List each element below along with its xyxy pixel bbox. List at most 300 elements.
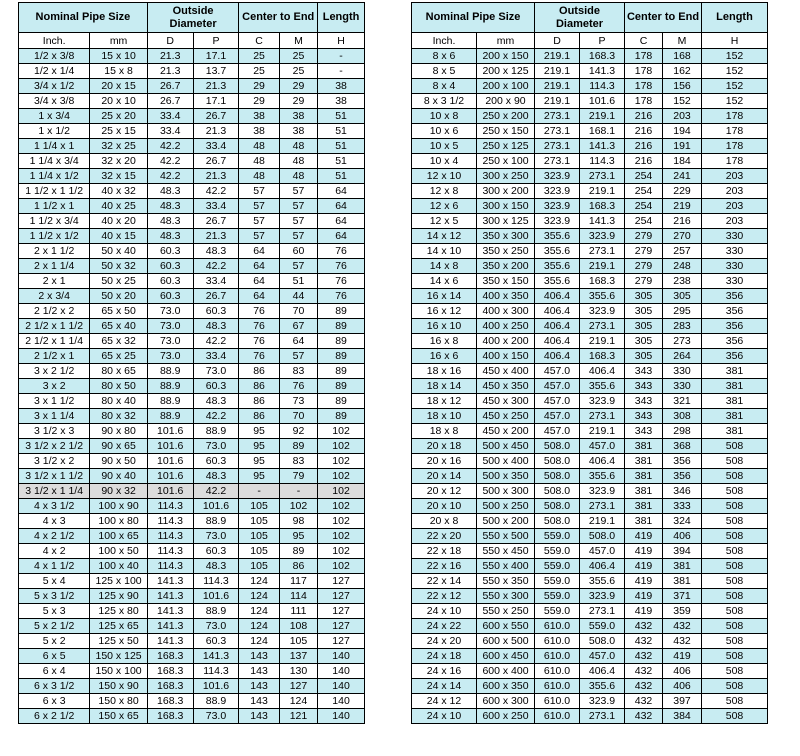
od-d-cell: 141.3	[147, 619, 193, 634]
center-m-cell: 406	[663, 664, 702, 679]
center-m-cell: 29	[279, 79, 317, 94]
inch-cell: 1 x 1/2	[19, 124, 90, 139]
center-m-cell: 29	[279, 94, 317, 109]
inch-cell: 1 1/2 x 3/4	[19, 214, 90, 229]
center-c-cell: 419	[625, 559, 663, 574]
subheader-c: C	[239, 33, 279, 49]
od-p-cell: 219.1	[580, 424, 625, 439]
center-m-cell: 368	[663, 439, 702, 454]
od-p-cell: 21.3	[193, 79, 239, 94]
od-d-cell: 457.0	[535, 394, 580, 409]
inch-cell: 20 x 10	[412, 499, 477, 514]
table-row	[412, 634, 768, 649]
od-d-cell: 355.6	[535, 229, 580, 244]
table-row	[412, 94, 768, 109]
od-p-cell: 73.0	[193, 364, 239, 379]
od-p-cell: 73.0	[193, 619, 239, 634]
center-m-cell: 64	[279, 334, 317, 349]
center-c-cell: 178	[625, 49, 663, 64]
od-d-cell: 88.9	[147, 364, 193, 379]
center-m-cell: 330	[663, 379, 702, 394]
center-m-cell: 406	[663, 529, 702, 544]
center-m-cell: 194	[663, 124, 702, 139]
center-m-cell: 324	[663, 514, 702, 529]
inch-cell: 16 x 8	[412, 334, 477, 349]
od-d-cell: 559.0	[535, 559, 580, 574]
table-row	[412, 664, 768, 679]
table-row	[19, 334, 365, 349]
table-row	[412, 394, 768, 409]
center-c-cell: 124	[239, 589, 279, 604]
center-m-cell: 111	[279, 604, 317, 619]
table-row	[412, 169, 768, 184]
center-c-cell: 254	[625, 199, 663, 214]
table-row	[19, 499, 365, 514]
od-d-cell: 610.0	[535, 709, 580, 724]
center-m-cell: 57	[279, 259, 317, 274]
table-row	[412, 469, 768, 484]
table-row	[19, 349, 365, 364]
length-h-cell: 102	[318, 514, 365, 529]
table-row	[19, 214, 365, 229]
od-d-cell: 168.3	[147, 679, 193, 694]
mm-cell: 350 x 150	[477, 274, 535, 289]
od-d-cell: 114.3	[147, 514, 193, 529]
center-m-cell: 295	[663, 304, 702, 319]
center-c-cell: 57	[239, 229, 279, 244]
od-p-cell: 457.0	[580, 649, 625, 664]
center-m-cell: 38	[279, 124, 317, 139]
od-d-cell: 457.0	[535, 364, 580, 379]
length-h-cell: 102	[318, 424, 365, 439]
od-p-cell: 273.1	[580, 709, 625, 724]
inch-cell: 2 x 1	[19, 274, 90, 289]
length-h-cell: 51	[318, 124, 365, 139]
table-row	[412, 679, 768, 694]
od-d-cell: 33.4	[147, 109, 193, 124]
mm-cell: 350 x 200	[477, 259, 535, 274]
mm-cell: 65 x 25	[90, 349, 147, 364]
od-d-cell: 114.3	[147, 529, 193, 544]
mm-cell: 250 x 150	[477, 124, 535, 139]
center-c-cell: 86	[239, 394, 279, 409]
inch-cell: 1 x 3/4	[19, 109, 90, 124]
table-row	[412, 64, 768, 79]
inch-cell: 18 x 8	[412, 424, 477, 439]
od-p-cell: 114.3	[193, 664, 239, 679]
center-c-cell: 64	[239, 259, 279, 274]
center-m-cell: 203	[663, 109, 702, 124]
mm-cell: 100 x 40	[90, 559, 147, 574]
center-m-cell: 121	[279, 709, 317, 724]
od-p-cell: 73.0	[193, 709, 239, 724]
center-m-cell: 38	[279, 109, 317, 124]
table-row	[412, 529, 768, 544]
inch-cell: 16 x 14	[412, 289, 477, 304]
od-d-cell: 26.7	[147, 79, 193, 94]
od-d-cell: 273.1	[535, 154, 580, 169]
mm-cell: 600 x 300	[477, 694, 535, 709]
inch-cell: 12 x 8	[412, 184, 477, 199]
inch-cell: 6 x 5	[19, 649, 90, 664]
length-h-cell: 64	[318, 184, 365, 199]
center-m-cell: 238	[663, 274, 702, 289]
od-d-cell: 406.4	[535, 319, 580, 334]
od-p-cell: 219.1	[580, 109, 625, 124]
center-m-cell: 76	[279, 379, 317, 394]
od-p-cell: 73.0	[193, 529, 239, 544]
subheader-inch: Inch.	[412, 33, 477, 49]
inch-cell: 20 x 16	[412, 454, 477, 469]
center-c-cell: 305	[625, 349, 663, 364]
mm-cell: 600 x 550	[477, 619, 535, 634]
center-m-cell: 44	[279, 289, 317, 304]
length-h-cell: 140	[318, 679, 365, 694]
od-p-cell: 219.1	[580, 334, 625, 349]
center-m-cell: 270	[663, 229, 702, 244]
center-c-cell: 432	[625, 619, 663, 634]
center-m-cell: 229	[663, 184, 702, 199]
center-c-cell: 29	[239, 94, 279, 109]
od-p-cell: 33.4	[193, 199, 239, 214]
table-row	[412, 349, 768, 364]
mm-cell: 550 x 450	[477, 544, 535, 559]
mm-cell: 50 x 20	[90, 289, 147, 304]
od-p-cell: 406.4	[580, 559, 625, 574]
inch-cell: 14 x 6	[412, 274, 477, 289]
od-d-cell: 48.3	[147, 184, 193, 199]
mm-cell: 40 x 32	[90, 184, 147, 199]
center-c-cell: 124	[239, 604, 279, 619]
center-m-cell: 98	[279, 514, 317, 529]
od-d-cell: 406.4	[535, 349, 580, 364]
center-c-cell: 343	[625, 379, 663, 394]
mm-cell: 125 x 50	[90, 634, 147, 649]
length-h-cell: 178	[702, 154, 768, 169]
length-header: Length	[702, 3, 768, 33]
inch-cell: 22 x 18	[412, 544, 477, 559]
mm-cell: 550 x 400	[477, 559, 535, 574]
subheader-mm: mm	[477, 33, 535, 49]
mm-cell: 500 x 400	[477, 454, 535, 469]
length-h-cell: 152	[702, 94, 768, 109]
od-p-cell: 48.3	[193, 394, 239, 409]
od-d-cell: 60.3	[147, 289, 193, 304]
inch-cell: 22 x 16	[412, 559, 477, 574]
table-row	[19, 574, 365, 589]
center-c-cell: 143	[239, 679, 279, 694]
length-h-cell: 89	[318, 334, 365, 349]
center-c-cell: 419	[625, 574, 663, 589]
table-row	[19, 679, 365, 694]
center-m-cell: 124	[279, 694, 317, 709]
od-d-cell: 60.3	[147, 244, 193, 259]
mm-cell: 250 x 200	[477, 109, 535, 124]
od-p-cell: 273.1	[580, 319, 625, 334]
length-h-cell: 102	[318, 499, 365, 514]
mm-cell: 50 x 25	[90, 274, 147, 289]
length-h-cell: 102	[318, 454, 365, 469]
od-p-cell: 73.0	[193, 439, 239, 454]
od-p-cell: 26.7	[193, 154, 239, 169]
center-m-cell: 89	[279, 439, 317, 454]
center-c-cell: 25	[239, 64, 279, 79]
center-c-cell: -	[239, 484, 279, 499]
mm-cell: 20 x 15	[90, 79, 147, 94]
center-c-cell: 105	[239, 529, 279, 544]
inch-cell: 3/4 x 1/2	[19, 79, 90, 94]
mm-cell: 600 x 450	[477, 649, 535, 664]
center-c-cell: 432	[625, 679, 663, 694]
length-h-cell: 102	[318, 529, 365, 544]
center-m-cell: 86	[279, 559, 317, 574]
inch-cell: 1 1/2 x 1	[19, 199, 90, 214]
center-m-cell: 359	[663, 604, 702, 619]
mm-cell: 400 x 200	[477, 334, 535, 349]
od-d-cell: 114.3	[147, 499, 193, 514]
center-m-cell: 48	[279, 169, 317, 184]
od-d-cell: 323.9	[535, 214, 580, 229]
length-h-cell: 152	[702, 64, 768, 79]
center-c-cell: 76	[239, 319, 279, 334]
od-p-cell: 457.0	[580, 439, 625, 454]
center-m-cell: 356	[663, 454, 702, 469]
mm-cell: 15 x 10	[90, 49, 147, 64]
od-p-cell: 323.9	[580, 304, 625, 319]
center-c-cell: 64	[239, 274, 279, 289]
od-d-cell: 559.0	[535, 574, 580, 589]
length-h-cell: 140	[318, 664, 365, 679]
od-p-cell: 323.9	[580, 589, 625, 604]
inch-cell: 14 x 12	[412, 229, 477, 244]
od-d-cell: 457.0	[535, 409, 580, 424]
center-m-cell: 95	[279, 529, 317, 544]
length-h-cell: 127	[318, 604, 365, 619]
mm-cell: 250 x 125	[477, 139, 535, 154]
od-p-cell: 273.1	[580, 169, 625, 184]
od-d-cell: 60.3	[147, 259, 193, 274]
length-h-cell: 76	[318, 274, 365, 289]
center-c-cell: 76	[239, 349, 279, 364]
inch-cell: 22 x 12	[412, 589, 477, 604]
table-row	[412, 49, 768, 64]
od-p-cell: 559.0	[580, 619, 625, 634]
od-d-cell: 457.0	[535, 424, 580, 439]
od-p-cell: 406.4	[580, 364, 625, 379]
table-row	[19, 169, 365, 184]
inch-cell: 14 x 8	[412, 259, 477, 274]
length-h-cell: 102	[318, 484, 365, 499]
center-m-cell: 137	[279, 649, 317, 664]
od-p-cell: 508.0	[580, 634, 625, 649]
od-d-cell: 273.1	[535, 139, 580, 154]
inch-cell: 2 x 3/4	[19, 289, 90, 304]
inch-cell: 1/2 x 3/8	[19, 49, 90, 64]
subheader-p: P	[193, 33, 239, 49]
table-row	[412, 364, 768, 379]
od-d-cell: 33.4	[147, 124, 193, 139]
length-h-cell: 152	[702, 79, 768, 94]
mm-cell: 450 x 250	[477, 409, 535, 424]
length-h-cell: 330	[702, 244, 768, 259]
inch-cell: 3 1/2 x 2 1/2	[19, 439, 90, 454]
od-p-cell: 114.3	[580, 154, 625, 169]
center-c-cell: 419	[625, 544, 663, 559]
length-h-cell: 330	[702, 274, 768, 289]
inch-cell: 4 x 3	[19, 514, 90, 529]
center-m-cell: 381	[663, 574, 702, 589]
od-p-cell: 168.3	[580, 274, 625, 289]
od-p-cell: 355.6	[580, 379, 625, 394]
od-p-cell: 141.3	[580, 64, 625, 79]
mm-cell: 300 x 250	[477, 169, 535, 184]
mm-cell: 150 x 90	[90, 679, 147, 694]
mm-cell: 550 x 500	[477, 529, 535, 544]
od-p-cell: 13.7	[193, 64, 239, 79]
od-d-cell: 508.0	[535, 469, 580, 484]
inch-cell: 12 x 10	[412, 169, 477, 184]
table-row	[412, 124, 768, 139]
inch-cell: 8 x 6	[412, 49, 477, 64]
od-d-cell: 168.3	[147, 664, 193, 679]
od-p-cell: 273.1	[580, 244, 625, 259]
center-m-cell: 305	[663, 289, 702, 304]
length-h-cell: 102	[318, 544, 365, 559]
length-h-cell: 127	[318, 589, 365, 604]
center-c-cell: 279	[625, 274, 663, 289]
od-p-cell: 101.6	[580, 94, 625, 109]
center-m-cell: 321	[663, 394, 702, 409]
table-row	[19, 154, 365, 169]
table-row	[412, 439, 768, 454]
center-c-cell: 86	[239, 364, 279, 379]
length-h-cell: 51	[318, 109, 365, 124]
table-row	[19, 529, 365, 544]
od-d-cell: 457.0	[535, 379, 580, 394]
table-row	[19, 379, 365, 394]
mm-cell: 20 x 10	[90, 94, 147, 109]
center-c-cell: 76	[239, 334, 279, 349]
center-m-cell: 105	[279, 634, 317, 649]
od-d-cell: 114.3	[147, 559, 193, 574]
table-row	[19, 64, 365, 79]
od-p-cell: 33.4	[193, 349, 239, 364]
right-pipe-table	[411, 2, 768, 724]
outside-diameter-header: Outside Diameter	[147, 3, 239, 33]
od-d-cell: 42.2	[147, 139, 193, 154]
od-p-cell: 114.3	[193, 574, 239, 589]
mm-cell: 90 x 40	[90, 469, 147, 484]
inch-cell: 3 x 2	[19, 379, 90, 394]
inch-cell: 2 1/2 x 1 1/4	[19, 334, 90, 349]
table-row	[19, 274, 365, 289]
od-p-cell: 21.3	[193, 124, 239, 139]
center-m-cell: 162	[663, 64, 702, 79]
od-p-cell: 457.0	[580, 544, 625, 559]
center-c-cell: 86	[239, 409, 279, 424]
od-p-cell: 88.9	[193, 604, 239, 619]
mm-cell: 200 x 90	[477, 94, 535, 109]
od-d-cell: 610.0	[535, 679, 580, 694]
inch-cell: 1 1/4 x 1	[19, 139, 90, 154]
table-row	[412, 454, 768, 469]
center-c-cell: 305	[625, 319, 663, 334]
header-row	[412, 3, 768, 33]
subheader-row	[19, 33, 365, 49]
center-c-cell: 432	[625, 649, 663, 664]
center-c-cell: 279	[625, 259, 663, 274]
od-d-cell: 48.3	[147, 199, 193, 214]
inch-cell: 3 1/2 x 1 1/2	[19, 469, 90, 484]
od-p-cell: 355.6	[580, 469, 625, 484]
mm-cell: 90 x 80	[90, 424, 147, 439]
od-p-cell: 141.3	[193, 649, 239, 664]
table-row	[412, 199, 768, 214]
length-header: Length	[318, 3, 365, 33]
center-c-cell: 124	[239, 634, 279, 649]
mm-cell: 90 x 65	[90, 439, 147, 454]
table-row	[19, 424, 365, 439]
center-c-cell: 216	[625, 154, 663, 169]
center-m-cell: 57	[279, 184, 317, 199]
center-c-cell: 95	[239, 424, 279, 439]
length-h-cell: 356	[702, 349, 768, 364]
table-row	[19, 109, 365, 124]
od-d-cell: 141.3	[147, 574, 193, 589]
mm-cell: 90 x 50	[90, 454, 147, 469]
mm-cell: 550 x 350	[477, 574, 535, 589]
center-m-cell: 25	[279, 64, 317, 79]
od-d-cell: 355.6	[535, 259, 580, 274]
od-p-cell: 60.3	[193, 634, 239, 649]
length-h-cell: 76	[318, 259, 365, 274]
table-row	[412, 514, 768, 529]
length-h-cell: 203	[702, 199, 768, 214]
mm-cell: 25 x 20	[90, 109, 147, 124]
od-d-cell: 60.3	[147, 274, 193, 289]
length-h-cell: 330	[702, 229, 768, 244]
od-d-cell: 219.1	[535, 64, 580, 79]
mm-cell: 15 x 8	[90, 64, 147, 79]
table-row	[19, 619, 365, 634]
table-row	[412, 649, 768, 664]
od-p-cell: 406.4	[580, 664, 625, 679]
od-p-cell: 168.3	[580, 349, 625, 364]
inch-cell: 1 1/4 x 3/4	[19, 154, 90, 169]
center-m-cell: 114	[279, 589, 317, 604]
center-m-cell: 371	[663, 589, 702, 604]
table-row	[412, 424, 768, 439]
mm-cell: 200 x 125	[477, 64, 535, 79]
inch-cell: 18 x 14	[412, 379, 477, 394]
od-p-cell: 355.6	[580, 574, 625, 589]
center-c-cell: 343	[625, 409, 663, 424]
table-row	[19, 184, 365, 199]
center-c-cell: 57	[239, 199, 279, 214]
table-row	[412, 274, 768, 289]
mm-cell: 65 x 32	[90, 334, 147, 349]
table-row	[19, 694, 365, 709]
od-d-cell: 21.3	[147, 64, 193, 79]
od-d-cell: 610.0	[535, 664, 580, 679]
table-row	[412, 109, 768, 124]
inch-cell: 3 1/2 x 2	[19, 454, 90, 469]
od-p-cell: 273.1	[580, 604, 625, 619]
od-d-cell: 508.0	[535, 514, 580, 529]
center-c-cell: 178	[625, 64, 663, 79]
length-h-cell: 508	[702, 634, 768, 649]
center-m-cell: 152	[663, 94, 702, 109]
